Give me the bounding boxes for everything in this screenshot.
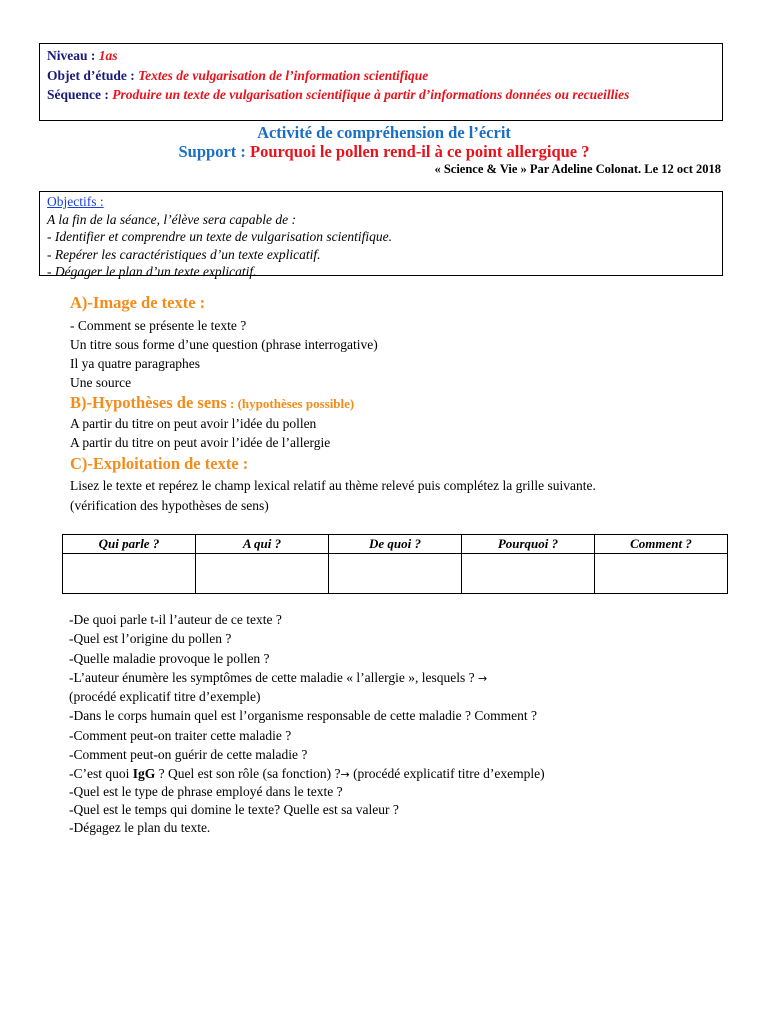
grid-header-row <box>63 535 728 554</box>
question-8-mid: ? Quel est son rôle (sa fonction) ? <box>155 766 341 781</box>
niveau-value: 1as <box>98 48 118 63</box>
arrow-right-icon: → <box>340 768 350 781</box>
question-8-end: (procédé explicatif titre d’exemple) <box>349 766 545 781</box>
question-10: -Quel est le temps qui domine le texte? Quelle est sa valeur ? <box>69 802 399 817</box>
activity-title: Activité de compréhension de l’écrit <box>257 123 511 142</box>
sequence-label: Séquence : <box>47 87 109 102</box>
section-b-subtitle: : (hypothèses possible) <box>226 396 355 411</box>
question-6: -Comment peut-on traiter cette maladie ? <box>69 728 292 743</box>
question-3: -Quelle maladie provoque le pollen ? <box>69 651 270 666</box>
niveau-line <box>47 46 715 66</box>
section-b-line: A partir du titre on peut avoir l’idée du pollen <box>70 416 317 431</box>
question-8-igg: IgG <box>132 766 156 781</box>
section-a-title: A)-Image de texte : <box>70 293 206 312</box>
objective-line: - Repérer les caractéristiques d’un texte explicatif. <box>47 246 321 262</box>
support-label: Support : <box>178 142 246 161</box>
objectives-box <box>39 191 723 279</box>
question-7: -Comment peut-on guérir de cette maladie ? <box>69 747 308 762</box>
section-a-line: Il ya quatre paragraphes <box>70 356 201 371</box>
section-c-title: C)-Exploitation de texte : <box>70 454 249 473</box>
grid-cell[interactable] <box>329 554 462 594</box>
section-c-line: Lisez le texte et repérez le champ lexical relatif au thème relevé puis complétez la grille suivante. <box>70 478 596 493</box>
question-2: -Quel est l’origine du pollen ? <box>69 631 232 646</box>
grid-cell[interactable] <box>63 554 196 594</box>
analysis-grid <box>62 534 728 594</box>
question-9: -Quel est le type de phrase employé dans le texte ? <box>69 784 343 799</box>
niveau-label: Niveau : <box>47 48 96 63</box>
grid-cell[interactable] <box>595 554 728 594</box>
grid-cell[interactable] <box>462 554 595 594</box>
sequence-value: Produire un texte de vulgarisation scientifique à partir d’informations données ou recueillies <box>112 87 630 102</box>
objective-line: - Identifier et comprendre un texte de vulgarisation scientifique. <box>47 229 393 244</box>
section-a-line: Un titre sous forme d’une question (phrase interrogative) <box>70 337 378 352</box>
section-a-line: - Comment se présente le texte ? <box>70 318 247 333</box>
question-4 <box>69 668 487 688</box>
support-title: Pourquoi le pollen rend-il à ce point allergique ? <box>250 142 590 161</box>
objet-value: Textes de vulgarisation de l’information scientifique <box>138 67 429 83</box>
grid-header-comment: Comment ? <box>595 535 728 554</box>
question-8 <box>69 764 545 784</box>
question-5: -Dans le corps humain quel est l’organisme responsable de cette maladie ? Comment ? <box>69 708 537 723</box>
section-b-title <box>70 393 354 414</box>
objective-line: A la fin de la séance, l’élève sera capable de : <box>47 211 297 227</box>
grid-header-qui-parle: Qui parle ? <box>63 535 196 554</box>
question-4-note: (procédé explicatif titre d’exemple) <box>69 689 261 704</box>
objet-line <box>47 66 715 86</box>
section-a-line: Une source <box>70 375 132 390</box>
support-line <box>0 142 768 162</box>
question-11: -Dégagez le plan du texte. <box>69 820 211 835</box>
objectives-title: Objectifs : <box>47 194 104 209</box>
grid-header-pourquoi: Pourquoi ? <box>462 535 595 554</box>
grid-header-de-quoi: De quoi ? <box>329 535 462 554</box>
source-line: « Science & Vie » Par Adeline Colonat. Le 12 oct 2018 <box>434 162 721 176</box>
grid-answer-row <box>63 554 728 594</box>
question-4-text: -L’auteur énumère les symptômes de cette maladie « l’allergie », lesquels ? <box>69 670 478 685</box>
grid-cell[interactable] <box>196 554 329 594</box>
question-8-start: -C’est quoi <box>69 766 133 781</box>
question-1: -De quoi parle t-il l’auteur de ce texte ? <box>69 612 282 627</box>
objective-line: - Dégager le plan d’un texte explicatif. <box>47 264 257 279</box>
section-b-title-text: B)-Hypothèses de sens <box>70 393 227 412</box>
grid-header-a-qui: A qui ? <box>196 535 329 554</box>
objet-label: Objet d’étude : <box>47 67 135 83</box>
sequence-line <box>47 85 715 105</box>
section-b-line: A partir du titre on peut avoir l’idée de l’allergie <box>70 435 331 450</box>
section-c-line: (vérification des hypothèses de sens) <box>70 498 269 513</box>
header-box <box>39 43 723 121</box>
arrow-right-icon: → <box>477 672 488 685</box>
